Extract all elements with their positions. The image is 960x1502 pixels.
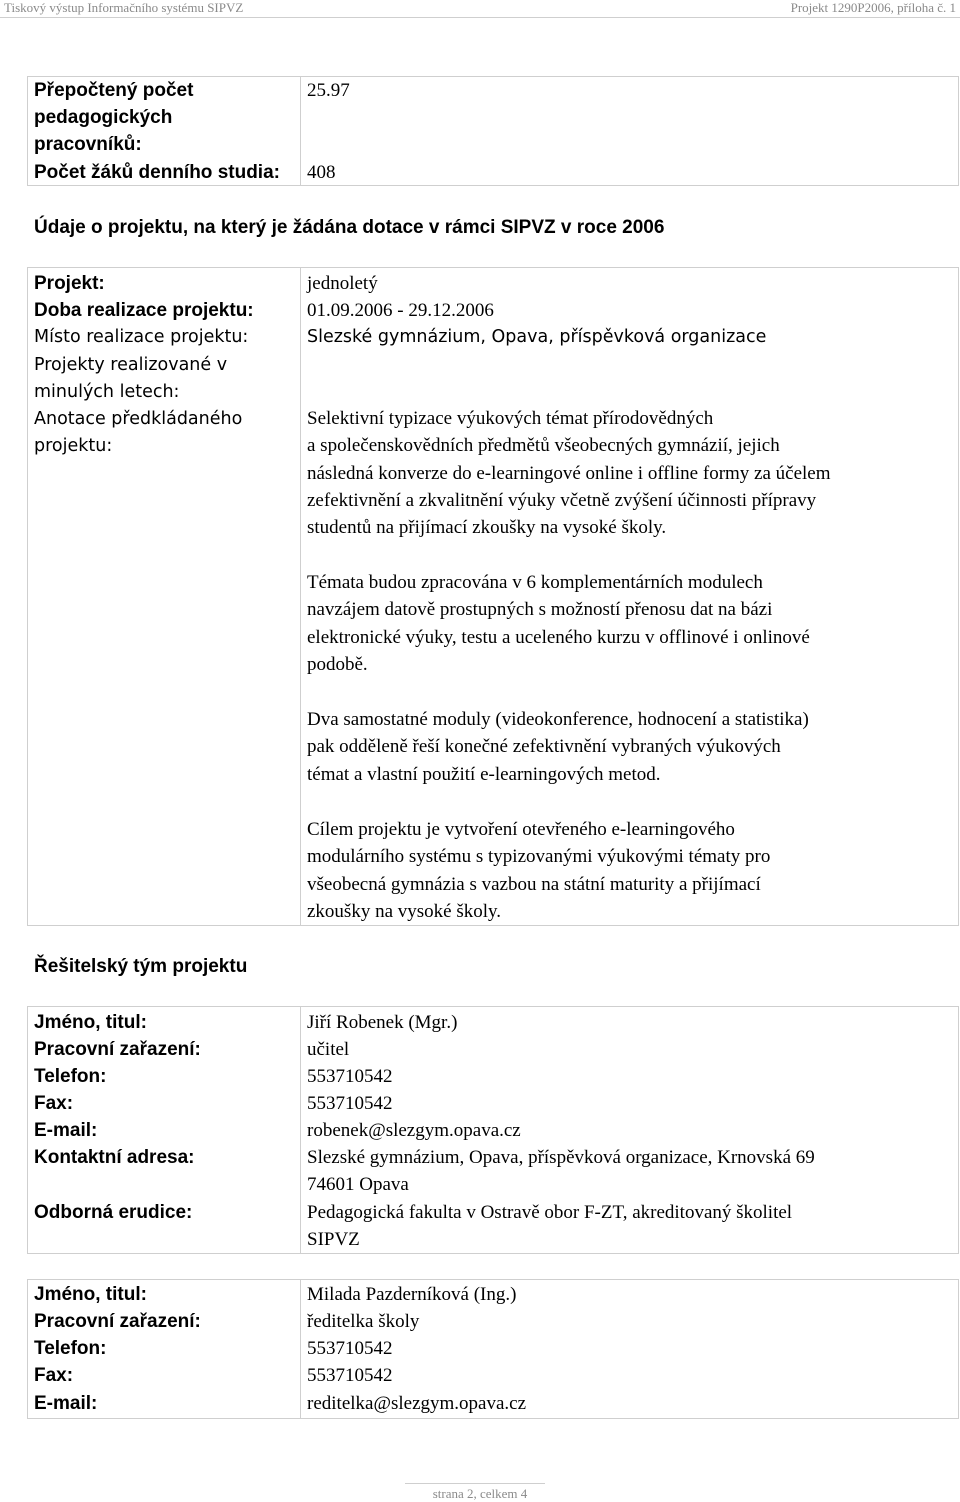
member2-phone-label: Telefon: [34,1338,107,1359]
member2-fax-value: 553710542 [307,1365,393,1386]
previous-projects-label: Projekty realizované v minulých letech: [34,355,228,402]
member1-phone-value: 553710542 [307,1066,393,1087]
member2-name-value: Milada Pazderníková (Ing.) [307,1284,517,1305]
footer-divider [405,1483,545,1484]
member1-name-value: Jiří Robenek (Mgr.) [307,1012,458,1033]
member1-position-value: učitel [307,1039,350,1060]
page-footer: strana 2, celkem 4 [432,1486,528,1501]
project-heading: Údaje o projektu, na který je žádána dotace v rámci SIPVZ v roce 2006 [34,217,665,238]
member2-email-label: E-mail: [34,1393,98,1414]
project-period-label: Doba realizace projektu: [34,300,254,321]
annotation-paragraph-4: Cílem projektu je vytvoření otevřeného e-learningového modulárního systému s typizovanými výukovými tématy pro všeobecná gymnázia s vazbou na státní maturity a přijímací zkoušky na vysoké školy. [307,819,771,922]
member2-position-value: ředitelka školy [307,1311,420,1332]
member2-fax-label: Fax: [34,1365,74,1386]
member1-address-value: Slezské gymnázium, Opava, příspěvková organizace, Krnovská 69 74601 Opava [307,1147,815,1195]
annotation-paragraph-2: Témata budou zpracována v 6 komplementárních modulech navzájem datově prostupných s možností přenosu dat na bázi elektronické výuky, testu a uceleného kurzu v offlinové i onlinové podobě. [307,572,810,675]
students-value: 408 [307,162,336,183]
member1-position-label: Pracovní zařazení: [34,1039,201,1060]
annotation-label: Anotace předkládaného projektu: [34,409,243,456]
project-column-divider [300,267,301,926]
header-divider [0,17,960,18]
team-heading: Řešitelský tým projektu [34,956,248,977]
teachers-label: Přepočtený počet pedagogických pracovníků: [34,80,194,155]
member1-address-label: Kontaktní adresa: [34,1147,195,1168]
member2-column-divider [300,1279,301,1419]
project-period-value: 01.09.2006 - 29.12.2006 [307,300,494,321]
member2-name-label: Jméno, titul: [34,1284,147,1305]
annotation-paragraph-3: Dva samostatné moduly (videokonference, hodnocení a statistika) pak odděleně řeší konečné zefektivnění vybraných výukových témat a vlastní použití e-learningových metod. [307,709,809,785]
member2-email-value[interactable]: reditelka@slezgym.opava.cz [307,1393,527,1414]
member1-name-label: Jméno, titul: [34,1012,147,1033]
member1-fax-value: 553710542 [307,1093,393,1114]
member2-phone-value: 553710542 [307,1338,393,1359]
member1-fax-label: Fax: [34,1093,74,1114]
stats-column-divider [300,76,301,186]
member1-expertise-value: Pedagogická fakulta v Ostravě obor F-ZT, akreditovaný školitel SIPVZ [307,1202,793,1250]
teachers-value: 25.97 [307,80,350,101]
member1-column-divider [300,1006,301,1254]
project-type-label: Projekt: [34,273,105,294]
project-place-value: Slezské gymnázium, Opava, příspěvková organizace [307,327,767,347]
students-label: Počet žáků denního studia: [34,162,280,183]
project-type-value: jednoletý [307,273,378,294]
member1-expertise-label: Odborná erudice: [34,1202,193,1223]
project-place-label: Místo realizace projektu: [34,327,249,347]
annotation-paragraph-1: Selektivní typizace výukových témat přírodovědných a společenskovědních předmětů všeobecných gymnázií, jejich následná konverze do e-learningové online i offline formy za účelem zefektivnění a zkvalitnění výuky včetně zvýšení účinnosti přípravy studentů na přijímací zkoušky na vysoké školy. [307,408,831,539]
member1-email-value[interactable]: robenek@slezgym.opava.cz [307,1120,521,1141]
header-left-text: Tiskový výstup Informačního systému SIPVZ [4,0,244,15]
member2-position-label: Pracovní zařazení: [34,1311,201,1332]
member1-email-label: E-mail: [34,1120,98,1141]
member1-phone-label: Telefon: [34,1066,107,1087]
header-right-text: Projekt 1290P2006, příloha č. 1 [790,0,956,15]
